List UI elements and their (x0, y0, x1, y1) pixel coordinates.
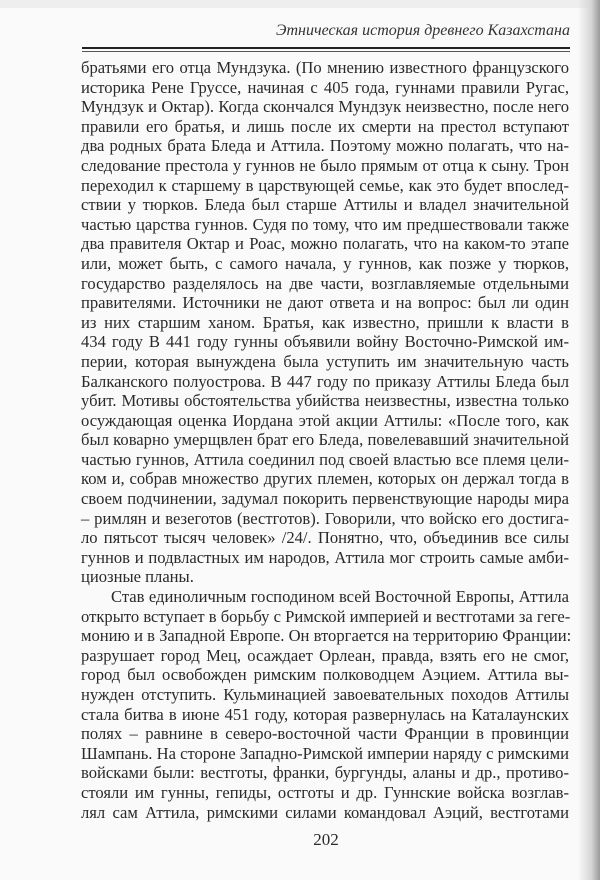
text-line: войсками были: вестготы, франки, бургунды, аланы и др., противо- (81, 763, 569, 783)
text-line: город был освобожден римским полководцем Аэцием. Аттила вы- (81, 665, 569, 685)
text-line: разрушает город Мец, осаждает Орлеан, правда, взять его не смог, (81, 645, 569, 665)
paragraph (81, 58, 569, 587)
text-line: – римлян и везеготов (вестготов). Говорили, что войско его достига- (81, 508, 569, 528)
text-line: ло пятьсот тысяч человек» /24/. Понятно, что, объединив все силы (81, 528, 569, 548)
page-gutter-shadow (578, 0, 600, 880)
running-header: Этническая история древнего Казахстана (276, 22, 570, 39)
text-line: монию и в Западной Европе. Он вторгается на территорию Франции: (81, 626, 572, 646)
text-line: гуннов и подвластных им народов, Аттила мог строить самые амби- (81, 547, 569, 567)
text-line: Мундзук и Октар). Когда скончался Мундзук неизвестно, после него (81, 97, 569, 117)
scan-top-edge (0, 0, 600, 8)
text-line: Балканского полуострова. В 447 году по приказу Аттилы Бледа был (81, 371, 569, 391)
text-line: Шампань. На стороне Западно-Римской империи наряду с римскими (81, 743, 569, 763)
text-line: циозные планы. (81, 567, 194, 587)
text-line: перии, которая вынуждена была уступить им значительную часть (81, 351, 569, 371)
text-line: осуждающая оценка Иордана этой акции Аттилы: «После того, как (81, 410, 569, 430)
text-line: стала битва в июне 451 году, которая развернулась на Каталаунских (81, 704, 569, 724)
text-line: своем подчинении, задумал покорить первенствующие народы мира (81, 489, 569, 509)
text-line: лял сам Аттила, римскими силами командовал Аэций, вестготами (81, 802, 569, 822)
text-line: историка Рене Груссе, начиная с 405 года, гуннами правили Ругас, (81, 77, 569, 97)
text-line: открыто вступает в борьбу с Римской империей и вестготами за геге- (81, 606, 571, 626)
text-line: или, может быть, с самого начала, у гуннов, как позже у тюрков, (81, 253, 569, 273)
text-line: два правителя Октар и Роас, можно полагать, что на каком-то этапе (81, 234, 569, 254)
page-number: 202 (313, 830, 339, 849)
header-rule (82, 47, 570, 49)
text-line: следование престола у гуннов не было прямым от отца к сыну. Трон (81, 155, 569, 175)
paragraph (81, 587, 572, 822)
text-line: государство разделялось на две части, возглавляемые отдельными (81, 273, 569, 293)
text-line: ствии у тюрков. Бледа был старше Аттилы и владел значительной (81, 195, 569, 215)
page-body (81, 58, 572, 822)
text-line: Став единоличным господином всей Восточной Европы, Аттила (111, 587, 569, 607)
text-line: братьями его отца Мундзука. (По мнению известного французского (81, 58, 569, 77)
text-line: полях – равнине в северо-восточной части Франции в провинции (81, 724, 569, 744)
text-line: убит. Мотивы обстоятельства убийства неизвестны, известна только (81, 391, 569, 411)
text-line: два родных брата Бледа и Аттила. Поэтому можно полагать, что на- (81, 136, 569, 156)
text-line: правили его братья, и лишь после их смерти на престол вступают (81, 116, 569, 136)
text-line: стояли им гунны, гепиды, остготы и др. Гуннские войска возглав- (81, 782, 569, 802)
text-line: ком и, собрав множество других племен, которых он держал тогда в (81, 469, 569, 489)
text-line: переходил к старшему в царствующей семье, как это будет впослед- (81, 175, 569, 195)
text-line: правителями. Источники не дают ответа и на вопрос: был ли один (81, 293, 569, 313)
text-line: частью гуннов, Аттила соединил под своей властью все племя цели- (81, 449, 569, 469)
text-line: 434 году В 441 году гунны объявили войну Восточно-Римской им- (81, 332, 569, 352)
header-rule-thin (82, 51, 570, 52)
text-line: частью царства гуннов. Судя по тому, что им предшествовали также (81, 214, 569, 234)
text-line: нужден отступить. Кульминацией завоевательных походов Аттилы (81, 685, 569, 704)
text-line: из них старшим ханом. Братья, как известно, пришли к власти в (81, 312, 569, 332)
text-line: был коварно умерщвлен брат его Бледа, повелевавший значительной (81, 430, 569, 450)
